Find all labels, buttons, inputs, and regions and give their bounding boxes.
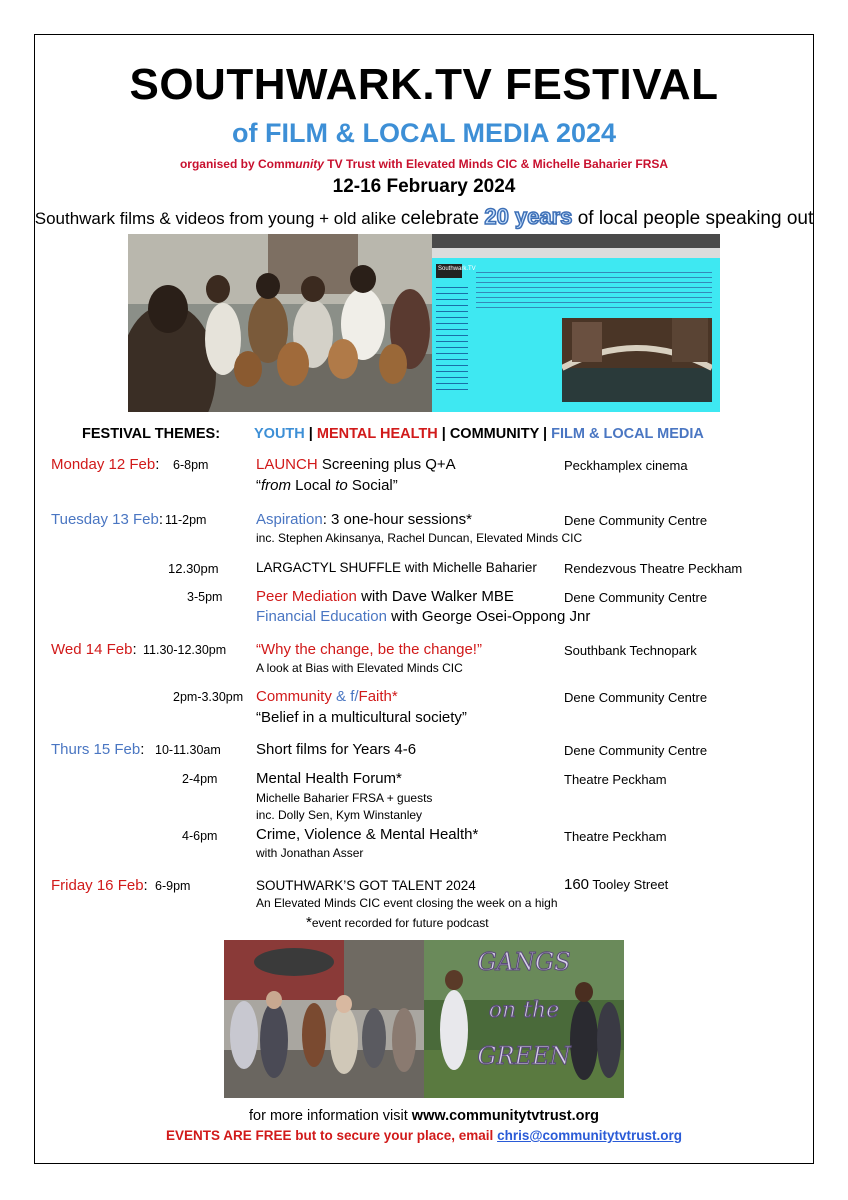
day-monday: Monday 12 Feb:: [51, 456, 160, 473]
festival-subtitle: of FILM & LOCAL MEDIA 2024: [231, 118, 617, 148]
event-belief-subtitle: “Belief in a multicultural society”: [256, 709, 467, 726]
time-largactyl: 12.30pm: [168, 561, 219, 576]
event-aspiration: Aspiration: 3 one-hour sessions*: [256, 511, 472, 528]
venue-crime-violence: Theatre Peckham: [564, 829, 667, 844]
time-mental-health-forum: 2-4pm: [182, 772, 218, 786]
website-link[interactable]: www.communitytvtrust.org: [411, 1108, 599, 1124]
event-aspiration-speakers: inc. Stephen Akinsanya, Rachel Duncan, Elevated Minds CIC: [256, 531, 583, 545]
tagline: Southwark films & videos from young + old alike celebrate 20 years of local people speaking out: [34, 204, 814, 229]
time-monday: 6-8pm: [173, 458, 209, 472]
event-short-films: Short films for Years 4-6: [256, 741, 417, 758]
street-photo: [224, 940, 424, 1098]
themes-list: YOUTH | MENTAL HEALTH | COMMUNITY | FILM & LOCAL MEDIA: [254, 426, 704, 442]
day-thursday: Thurs 15 Feb:: [51, 741, 145, 758]
event-launch: LAUNCH Screening plus Q+A: [256, 456, 456, 473]
event-mental-health-forum: Mental Health Forum*: [256, 770, 402, 787]
time-wednesday: 11.30-12.30pm: [143, 643, 227, 657]
day-wednesday: Wed 14 Feb:: [51, 641, 137, 658]
website-screenshot: [432, 234, 720, 412]
event-forum-guests-2: inc. Dolly Sen, Kym Winstanley: [256, 808, 423, 822]
themes-label: FESTIVAL THEMES:: [82, 426, 221, 442]
recorded-note: *event recorded for future podcast: [306, 914, 489, 931]
time-tuesday: 11-2pm: [165, 513, 207, 527]
drummers-photo: [128, 234, 432, 412]
event-forum-guests: Michelle Baharier FRSA + guests: [256, 791, 433, 805]
event-launch-subtitle: “from Local to Social”: [256, 477, 398, 494]
time-thursday: 10-11.30am: [155, 743, 221, 757]
event-peer-mediation: Peer Mediation with Dave Walker MBE: [256, 588, 514, 605]
event-largactyl: LARGACTYL SHUFFLE with Michelle Baharier: [256, 560, 537, 575]
event-southwarks-got-talent: SOUTHWARK’S GOT TALENT 2024: [256, 878, 476, 893]
organisers-line: organised by Community TV Trust with Elevated Minds CIC & Michelle Baharier FRSA: [179, 157, 669, 171]
gangs-title-line3: GREEN: [477, 1042, 571, 1070]
website-logo: Southwark.TV: [438, 266, 476, 272]
event-why-the-change: “Why the change, be the change!”: [256, 641, 482, 658]
years-highlight: 20 years: [484, 204, 573, 229]
event-talent-subtitle: An Elevated Minds CIC event closing the week on a high: [256, 896, 558, 910]
event-community-faith: Community & f/Faith*: [256, 688, 398, 705]
venue-wednesday: Southbank Technopark: [564, 643, 697, 658]
day-tuesday: Tuesday 13 Feb:: [51, 511, 164, 528]
events-free-line: EVENTS ARE FREE but to secure your place, email chris@communitytvtrust.org: [165, 1128, 683, 1143]
time-peer-mediation: 3-5pm: [187, 590, 223, 604]
event-bias-subtitle: A look at Bias with Elevated Minds CIC: [256, 661, 463, 675]
festival-title: SOUTHWARK.TV FESTIVAL: [129, 60, 719, 109]
venue-monday: Peckhamplex cinema: [564, 458, 688, 473]
gangs-title-line1: GANGS: [477, 948, 571, 976]
gangs-on-the-green-photo: [424, 940, 624, 1098]
time-crime-violence: 4-6pm: [182, 829, 218, 843]
day-friday: Friday 16 Feb:: [51, 877, 148, 894]
festival-dates: 12-16 February 2024: [332, 176, 516, 197]
venue-tuesday: Dene Community Centre: [564, 513, 708, 528]
email-link[interactable]: chris@communitytvtrust.org: [497, 1128, 683, 1143]
venue-community-faith: Dene Community Centre: [564, 690, 708, 705]
event-crime-speaker: with Jonathan Asser: [256, 846, 364, 860]
venue-mental-health-forum: Theatre Peckham: [564, 772, 667, 787]
time-community-faith: 2pm-3.30pm: [173, 690, 244, 704]
venue-thursday: Dene Community Centre: [564, 743, 708, 758]
venue-friday: 160 Tooley Street: [564, 876, 669, 893]
venue-peer-mediation: Dene Community Centre: [564, 590, 708, 605]
event-crime-violence: Crime, Violence & Mental Health*: [256, 826, 479, 843]
gangs-title-line2: on the: [488, 998, 560, 1023]
event-financial-education: Financial Education with George Osei-Oppong Jnr: [256, 608, 591, 625]
more-info-line: for more information visit www.communitytvtrust.org: [249, 1108, 599, 1124]
time-friday: 6-9pm: [155, 879, 191, 893]
venue-largactyl: Rendezvous Theatre Peckham: [564, 561, 743, 576]
